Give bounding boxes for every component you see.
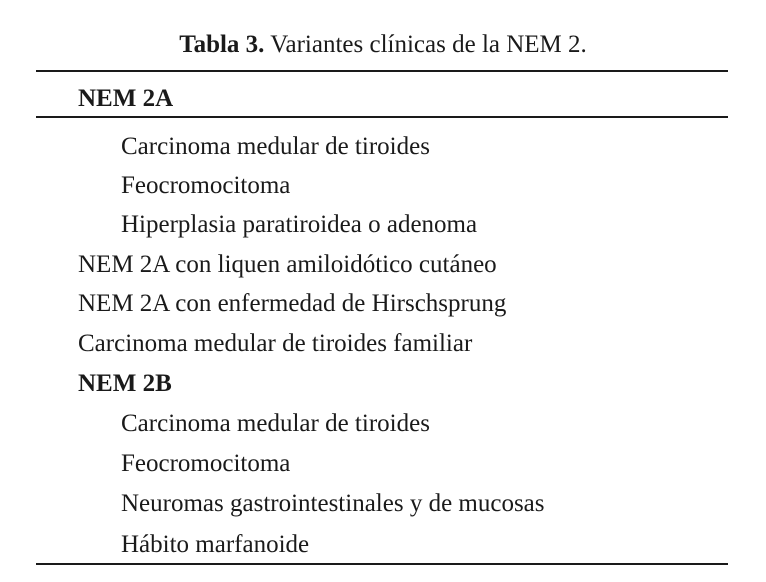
table-caption-text: Variantes clínicas de la NEM 2. (264, 31, 587, 58)
table-row: NEM 2A con liquen amiloidótico cutáneo (78, 251, 497, 278)
table-row: Hiperplasia paratiroidea o adenoma (121, 211, 478, 238)
table-row: Neuromas gastrointestinales y de mucosas (121, 490, 545, 517)
table-caption (0, 28, 766, 62)
table-row: Carcinoma medular de tiroides (121, 133, 430, 160)
bottom-rule (36, 563, 728, 565)
table-row: Feocromocitoma (121, 172, 291, 199)
table-row: Carcinoma medular de tiroides (121, 410, 430, 437)
table-header: NEM 2A (78, 85, 174, 112)
table-row: Feocromocitoma (121, 450, 291, 477)
table-row: Carcinoma medular de tiroides familiar (78, 330, 473, 357)
table-section-heading: NEM 2B (78, 370, 172, 397)
header-rule (36, 116, 728, 118)
table-row: NEM 2A con enfermedad de Hirschsprung (78, 290, 507, 317)
table-caption-label: Tabla 3. (179, 31, 265, 58)
top-rule (36, 70, 728, 72)
table-row: Hábito marfanoide (121, 531, 310, 558)
